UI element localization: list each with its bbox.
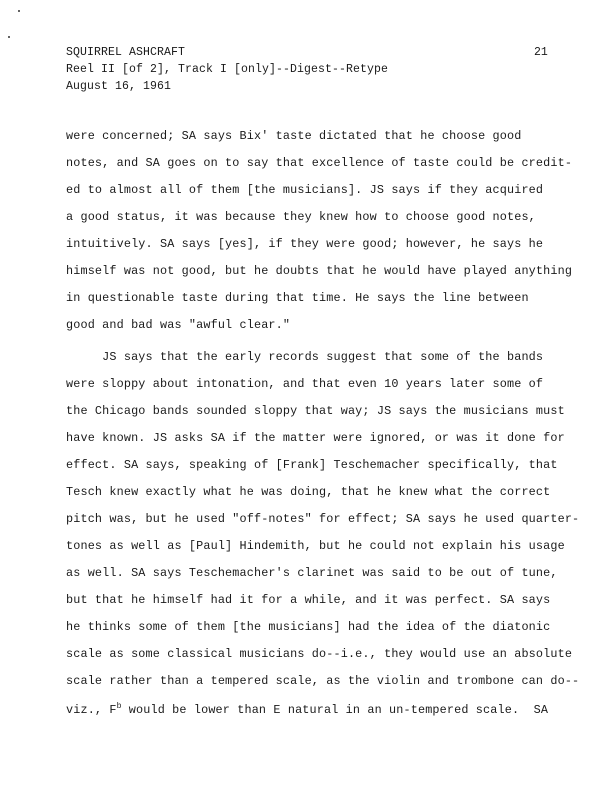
header-reel: Reel II [of 2], Track I [only]--Digest--Retype [66, 63, 389, 76]
header-name: SQUIRREL ASHCRAFT [66, 46, 186, 59]
page-number: 21 [534, 46, 548, 59]
body-line: a good status, it was because they knew how to choose good notes, [66, 210, 536, 224]
last-line-pre: viz., F [66, 703, 117, 717]
body-line: pitch was, but he used "off-notes" for effect; SA says he used quarter- [66, 512, 580, 526]
flat-superscript: b [116, 702, 122, 711]
body-line: intuitively. SA says [yes], if they were good; however, he says he [66, 237, 544, 251]
scan-speck [8, 36, 10, 38]
last-line-post: would be lower than E natural in an un-tempered scale. SA [121, 703, 549, 717]
body-line: Tesch knew exactly what he was doing, that he knew what the correct [66, 485, 551, 499]
body-line: the Chicago bands sounded sloppy that way; JS says the musicians must [66, 404, 565, 418]
body-line: but that he himself had it for a while, and it was perfect. SA says [66, 593, 551, 607]
body-line: in questionable taste during that time. He says the line between [66, 291, 529, 305]
body-line: were concerned; SA says Bix' taste dictated that he choose good [66, 129, 522, 143]
header-date: August 16, 1961 [66, 80, 172, 93]
body-line: JS says that the early records suggest that some of the bands [66, 350, 544, 364]
body-line-last [66, 703, 548, 717]
body-line: scale as some classical musicians do--i.e., they would use an absolute [66, 647, 573, 661]
body-line: scale rather than a tempered scale, as the violin and trombone can do-- [66, 674, 580, 688]
body-line: himself was not good, but he doubts that he would have played anything [66, 264, 573, 278]
body-line: effect. SA says, speaking of [Frank] Teschemacher specifically, that [66, 458, 558, 472]
body-line: as well. SA says Teschemacher's clarinet was said to be out of tune, [66, 566, 558, 580]
body-line: were sloppy about intonation, and that even 10 years later some of [66, 377, 544, 391]
body-line: ed to almost all of them [the musicians]. JS says if they acquired [66, 183, 544, 197]
scan-speck [18, 10, 20, 12]
body-line: have known. JS asks SA if the matter were ignored, or was it done for [66, 431, 565, 445]
body-line: notes, and SA goes on to say that excellence of taste could be credit- [66, 156, 573, 170]
body-line: tones as well as [Paul] Hindemith, but he could not explain his usage [66, 539, 565, 553]
body-line: good and bad was "awful clear." [66, 318, 291, 332]
body-line: he thinks some of them [the musicians] had the idea of the diatonic [66, 620, 551, 634]
